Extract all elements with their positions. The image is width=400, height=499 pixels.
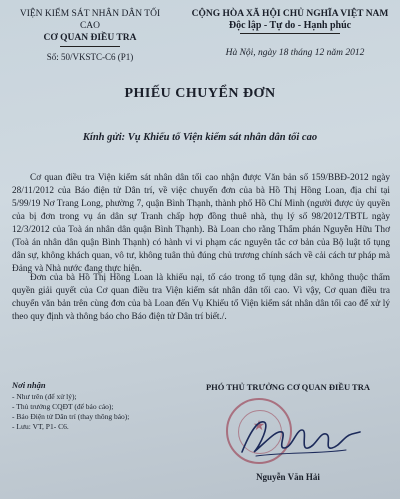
recipient-item: - Như trên (để xử lý); (12, 392, 77, 401)
recipient-line: Kính gửi: Vụ Khiếu tố Viện kiểm sát nhân dân tối cao (82, 132, 318, 143)
recipient-item: - Lưu: VT, P1- C6. (12, 422, 69, 431)
handwritten-signature-icon (236, 412, 366, 464)
body-paragraph-2: Đơn của bà Hồ Thị Hồng Loan là khiếu nại, tố cáo trong tố tụng dân sự, không thuộc thẩm quyền giải quyết của Cơ quan điều tra Viện kiểm sát nhân dân tối cao. Vì vậy, Cơ quan điều tra chuyển văn bản trên cùng đơn của bà Loan đến Vụ Khiếu tố Viện kiểm sát nhân dân tối cao để xử lý theo quy định và thông báo cho Báo điện tử Dân trí biết./. (12, 273, 390, 322)
document-number: Số: 50/VKSTC-C6 (P1) (46, 52, 134, 62)
agency-name: CƠ QUAN ĐIỀU TRA (43, 33, 137, 43)
signer-title: PHÓ THỦ TRƯỞNG CƠ QUAN ĐIỀU TRA (205, 382, 371, 392)
motto-underline (240, 33, 340, 34)
body-paragraph-1: Cơ quan điều tra Viện kiểm sát nhân dân tối cao nhận được Văn bản số 159/BBĐ-2012 ngày 28/11/2012 của Báo điện tử Dân trí, về việc chuyển đơn của bà Hồ Thị Hồng Loan, địa chỉ tại 5/99/19 Nơ Trang Long, phường 7, quận Bình Thạnh, thành phố Hồ Chí Minh (người được ủy quyền của bị đơn trong vụ án dân sự Tranh chấp hợp đồng thuê nhà, thụ lý số 98/2012/TBTL ngày 12/3/2012 của Toà án nhân dân quận Bình Thạnh). Bà Loan cho rằng Thẩm phán Nguyễn Hữu Thơ (Toà án nhân dân quận Bình Thạnh) có hành vi vi phạm các nguyên tắc cơ bản của Bộ luật tố tụng dân sự, không khách quan, vô tư, không tuân thủ đúng chủ trương chính sách về cải cách tư pháp mà Đảng và Nhà nước đang thực hiện. (12, 173, 390, 274)
nation-block (190, 8, 390, 34)
official-seal-icon: ★ (226, 398, 292, 464)
signer-name: Nguyễn Văn Hải (256, 472, 320, 482)
recipients-heading: Nơi nhận (12, 380, 46, 390)
national-motto: Độc lập - Tự do - Hạnh phúc (228, 20, 352, 31)
recipient-item: - Báo Điện tử Dân trí (thay thông báo); (12, 412, 130, 421)
document-title: PHIẾU CHUYỂN ĐƠN (124, 86, 276, 101)
document-date: Hà Nội, ngày 18 tháng 12 năm 2012 (225, 48, 365, 58)
agency-parent: VIỆN KIỂM SÁT NHÂN DÂN TỐI CAO (19, 9, 161, 31)
recipients-list (12, 392, 129, 432)
recipient-item: - Thủ trưởng CQĐT (để báo cáo); (12, 402, 114, 411)
agency-underline (60, 46, 120, 47)
agency-block (10, 8, 170, 63)
nation-name: CỘNG HÒA XÃ HỘI CHỦ NGHĨA VIỆT NAM (191, 9, 389, 19)
